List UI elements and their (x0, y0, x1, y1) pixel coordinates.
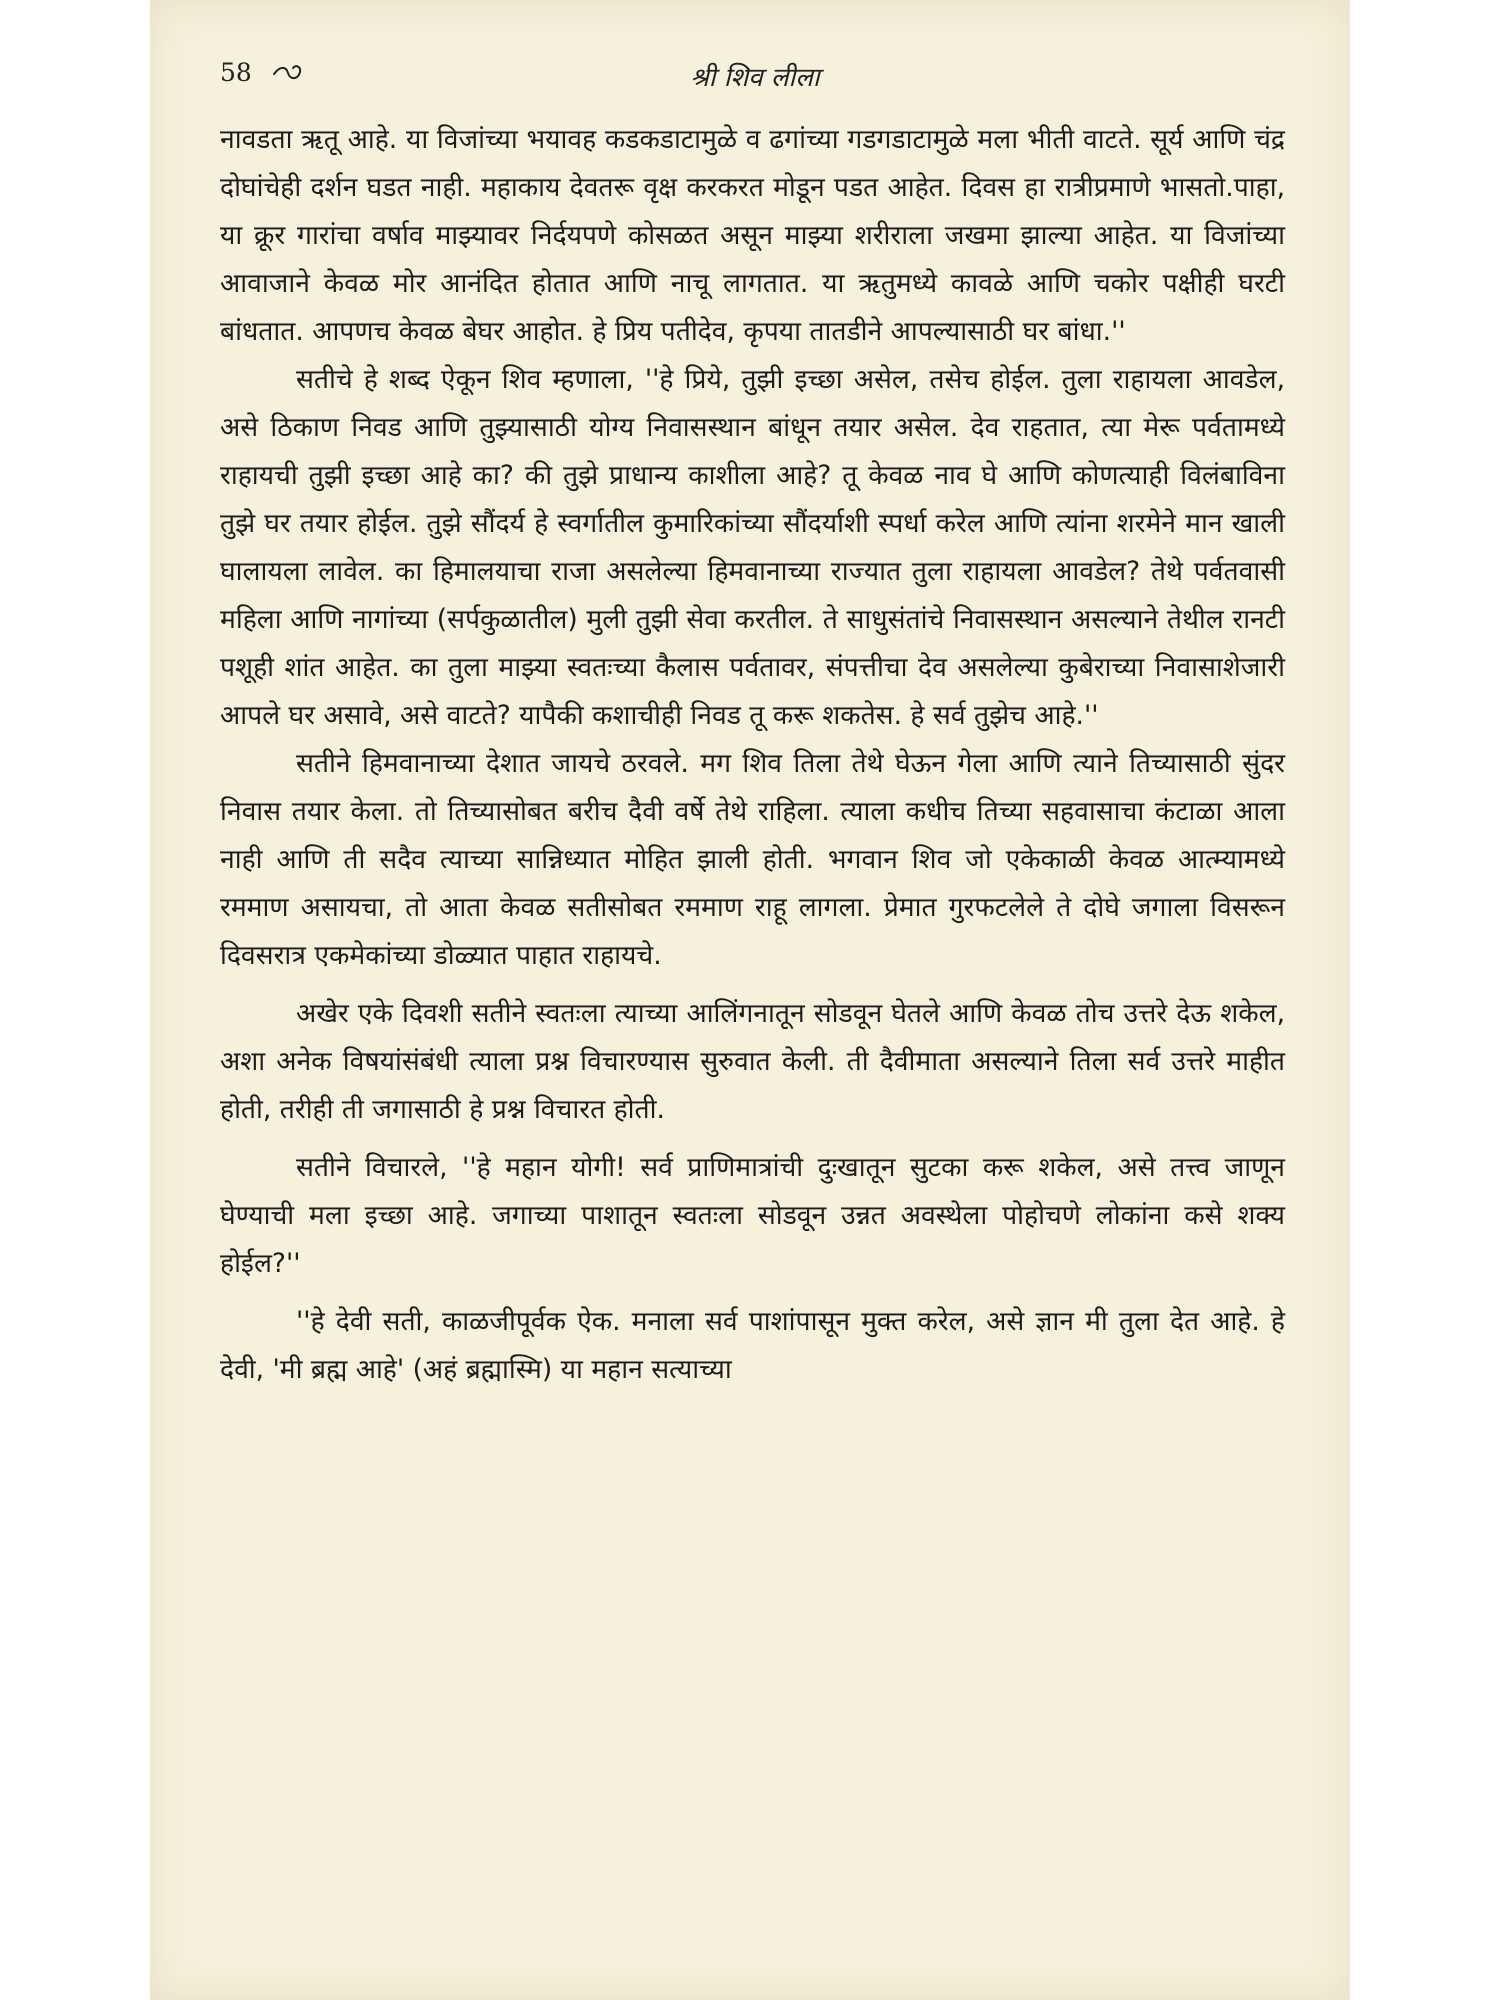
paragraph: अखेर एके दिवशी सतीने स्वतःला त्याच्या आलिंगनातून सोडवून घेतले आणि केवळ तोच उत्तरे देऊ शकेल, अशा अनेक विषयांसंबंधी त्याला प्रश्न विचारण्यास सुरुवात केली. ती दैवीमाता असल्याने तिला सर्व उत्तरे माहीत होती, तरीही ती जगासाठी हे प्रश्न विचारत होती. (220, 998, 1285, 1125)
page-header (220, 58, 1290, 98)
paragraph: सतीने विचारले, ''हे महान योगी! सर्व प्राणिमात्रांची दुःखातून सुटका करू शकेल, असे तत्त्व जाणून घेण्याची मला इच्छा आहे. जगाच्या पाशातून स्वतःला सोडवून उन्नत अवस्थेला पोहोचणे लोकांना कसे शक्य होईल?'' (220, 1152, 1285, 1279)
paragraph: ''हे देवी सती, काळजीपूर्वक ऐक. मनाला सर्व पाशांपासून मुक्त करेल, असे ज्ञान मी तुला देत आहे. हे देवी, 'मी ब्रह्म आहे' (अहं ब्रह्मास्मि) या महान सत्याच्या (220, 1306, 1285, 1385)
page-number: 58 (220, 58, 252, 87)
page-body (220, 116, 1285, 1394)
running-title: श्री शिव लीला (690, 63, 820, 93)
paragraph: नावडता ऋतू आहे. या विजांच्या भयावह कडकडाटामुळे व ढगांच्या गडगडाटामुळे मला भीती वाटते. सूर्य आणि चंद्र दोघांचेही दर्शन घडत नाही. महाकाय देवतरू वृक्ष करकरत मोडून पडत आहेत. दिवस हा रात्रीप्रमाणे भासतो.पाहा, या क्रूर गारांचा वर्षाव माझ्यावर निर्दयपणे कोसळत असून माझ्या शरीराला जखमा झाल्या आहेत. या विजांच्या आवाजाने केवळ मोर आनंदित होतात आणि नाचू लागतात. या ऋतुमध्ये कावळे आणि चकोर पक्षीही घरटी बांधतात. आपणच केवळ बेघर आहोत. हे प्रिय पतीदेव, कृपया तातडीने आपल्यासाठी घर बांधा.'' (220, 124, 1285, 347)
paragraph: सतीने हिमवानाच्या देशात जायचे ठरवले. मग शिव तिला तेथे घेऊन गेला आणि त्याने तिच्यासाठी सुंदर निवास तयार केला. तो तिच्यासोबत बरीच दैवी वर्षे तेथे राहिला. त्याला कधीच तिच्या सहवासाचा कंटाळा आला नाही आणि ती सदैव त्याच्या सान्निध्यात मोहित झाली होती. भगवान शिव जो एकेकाळी केवळ आत्म्यामध्ये रममाण असायचा, तो आता केवळ सतीसोबत रममाण राहू लागला. प्रेमात गुरफटलेले ते दोघे जगाला विसरून दिवसरात्र एकमेकांच्या डोळ्यात पाहात राहायचे. (220, 748, 1285, 971)
paragraph: सतीचे हे शब्द ऐकून शिव म्हणाला, ''हे प्रिये, तुझी इच्छा असेल, तसेच होईल. तुला राहायला आवडेल, असे ठिकाण निवड आणि तुझ्यासाठी योग्य निवासस्थान बांधून तयार असेल. देव राहतात, त्या मेरू पर्वतामध्ये राहायची तुझी इच्छा आहे का? की तुझे प्राधान्य काशीला आहे? तू केवळ नाव घे आणि कोणत्याही विलंबाविना तुझे घर तयार होईल. तुझे सौंदर्य हे स्वर्गातील कुमारिकांच्या सौंदर्याशी स्पर्धा करेल आणि त्यांना शरमेने मान खाली घालायला लावेल. का हिमालयाचा राजा असलेल्या हिमवानाच्या राज्यात तुला राहायला आवडेल? तेथे पर्वतवासी महिला आणि नागांच्या (सर्पकुळातील) मुली तुझी सेवा करतील. ते साधुसंतांचे निवासस्थान असल्याने तेथील रानटी पशूही शांत आहेत. का तुला माझ्या स्वतःच्या कैलास पर्वतावर, संपत्तीचा देव असलेल्या कुबेराच्या निवासाशेजारी आपले घर असावे, असे वाटते? यापैकी कशाचीही निवड तू करू शकतेस. हे सर्व तुझेच आहे.'' (220, 364, 1285, 731)
book-page (150, 0, 1350, 2000)
